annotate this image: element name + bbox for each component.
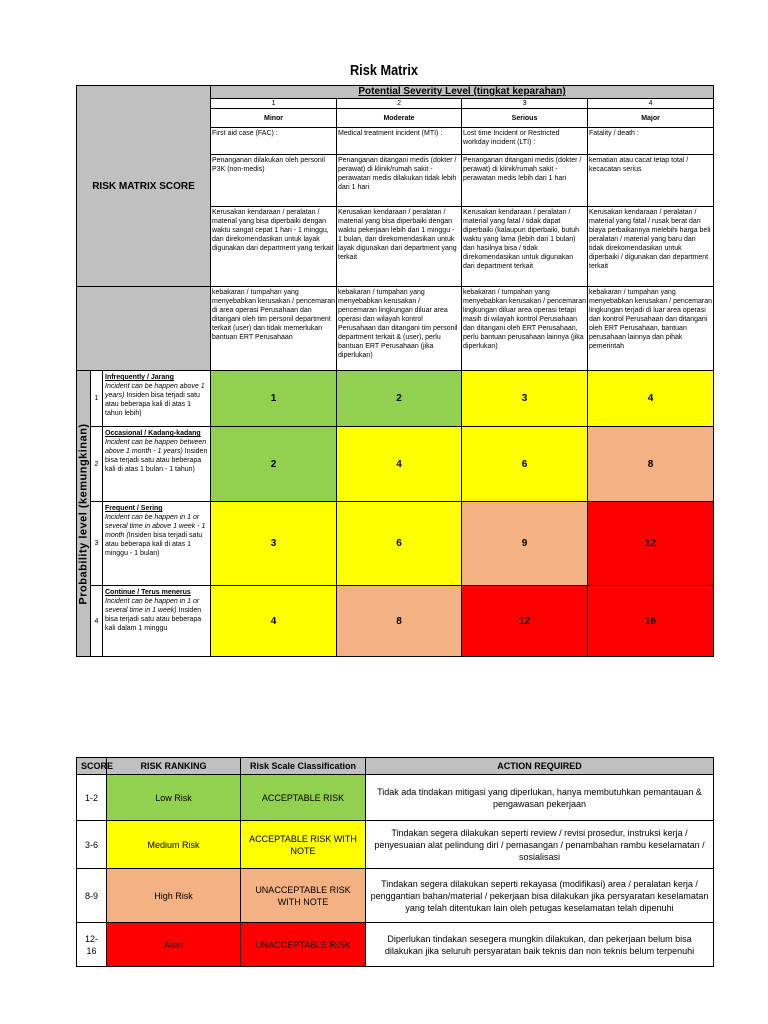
severity-desc: kebakaran / tumpahan yang menyebabkan kerusakan / pencemaran di area operasi Perusahaan dan ditangani oleh tim personil department terkait (user) dan tidak memerlukan bantuan ERT Perusahaan [211,287,337,371]
probability-desc-1: Infrequently / Jarang Incident can be happen above 1 years) Insiden bisa terjadi satu atau beberapa kali di atas 1 tahun lebih) [103,371,211,427]
legend-ranking: High Risk [107,869,241,923]
matrix-cell: 1 [211,371,337,427]
matrix-cell: 12 [462,586,588,657]
matrix-cell: 16 [588,586,714,657]
severity-header: Potential Severity Level (tingkat keparahan) [211,86,714,99]
severity-num-4: 4 [588,99,714,109]
legend-ranking: Low Risk [107,775,241,821]
severity-desc: kebakaran / tumpahan yang menyebabkan kerusakan / pencemaran lingkungan diluar area operasi dan wilayah kontrol Perusahaan dan ditangani tim personil department terkait & (user), perlu bantuan ERT Perusahaan (jika diperlukan) [337,287,462,371]
severity-desc: Kerusakan kendaraan / peralatan / material yang fatal / tidak dapat diperbaiki (kalaupun diperbaiki, butuh waktu yang lama (lebih dari 1 bulan) dan hasilnya bisa / tidak direkomendasikan untuk digunakan dari department terkait [462,207,588,287]
legend-header-action: ACTION REQUIRED [366,758,714,775]
severity-desc: Penanganan dilakukan oleh personil P3K (non-medis) [211,155,337,207]
probability-num-3: 3 [91,502,103,586]
legend-header-ranking: RISK RANKING [107,758,241,775]
severity-name-serious: Serious [462,109,588,128]
matrix-cell: 3 [462,371,588,427]
severity-desc: Penanganan ditangani medis (dokter / perawat) di klinik/rumah sakit - perawatan medis dilakukan tidak lebih dari 1 hari [337,155,462,207]
legend-classification: ACCEPTABLE RISK [241,775,366,821]
matrix-cell: 3 [211,502,337,586]
risk-legend-table [76,757,714,967]
severity-desc: kebakaran / tumpahan yang menyebabkan kerusakan / pencemaran lingkungan terjadi di luar area operasi dan kontrol Perusahaan dan ditangani oleh ERT Perusahaan, bantuan perusahaan lainnya dan pihak pemerintah [588,287,714,371]
severity-num-3: 3 [462,99,588,109]
severity-desc: Kerusakan kendaraan / peralatan / material yang bisa diperbaiki dengan waktu pekerjaan lebih dari 1 minggu - 1 bulan, dan direkomendasikan untuk layak digunakan dari department yang terkait [337,207,462,287]
matrix-cell: 2 [337,371,462,427]
severity-desc: First aid case (FAC) : [211,128,337,155]
probability-num-1: 1 [91,371,103,427]
risk-matrix-table [76,85,714,657]
legend-action: Diperlukan tindakan sesegera mungkin dilakukan, dan pekerjaan belum bisa dilakukan jika seluruh persyaratan baik teknis dan non teknis belum terpenuhi [366,923,714,967]
severity-desc: kematian atau cacat tetap total / kecacatan serius [588,155,714,207]
legend-classification: ACCEPTABLE RISK WITH NOTE [241,821,366,869]
probability-desc-4: Continue / Terus menerus Incident can be happen in 1 or several time in 1 week) Insiden bisa terjadi satu atau beberapa kali dalam 1 minggu [103,586,211,657]
legend-score: 3-6 [77,821,107,869]
matrix-cell: 2 [211,427,337,502]
matrix-cell: 8 [588,427,714,502]
probability-header [77,371,91,657]
severity-desc: kebakaran / tumpahan yang menyebabkan kerusakan / pencemaran lingkungan diluar area operasi tetapi masih di wilayah kontrol Perusahaan dan ditangani oleh ERT Perusahaan, perlu bantuan perusahaan lainnya (jika diperlukan) [462,287,588,371]
severity-desc: Fatality / death : [588,128,714,155]
legend-header-score: SCORE [77,758,107,775]
legend-classification: UNACCEPTABLE RISK [241,923,366,967]
legend-score: 12-16 [77,923,107,967]
legend-ranking: Medium Risk [107,821,241,869]
risk-matrix-score-label: RISK MATRIX SCORE [77,86,211,287]
score-header-filler [77,287,211,371]
matrix-cell: 4 [588,371,714,427]
legend-score: 1-2 [77,775,107,821]
probability-desc-3: Frequent / Sering Incident can be happen in 1 or several time in above 1 week - 1 month (Insiden bisa terjadi satu atau beberapa kali di atas 1 minggu - 1 bulan) [103,502,211,586]
severity-name-moderate: Moderate [337,109,462,128]
legend-action: Tindakan segera dilakukan seperti rekayasa (modifikasi) area / peralatan kerja / penggantian bahan/material / pekerjaan bisa dilakukan jika persyaratan keselamatan yang telah ditentukan lain oleh petugas keselamatan telah dipenuhi [366,869,714,923]
matrix-cell: 12 [588,502,714,586]
severity-name-major: Major [588,109,714,128]
legend-score: 8-9 [77,869,107,923]
severity-desc: Medical treatment incident (MTI) : [337,128,462,155]
legend-action: Tindakan segera dilakukan seperti review / revisi prosedur, instruksi kerja / penyesuaian alat pelindung diri / pemasangan / penambahan rambu keselamatan / sosialisasi [366,821,714,869]
severity-name-minor: Minor [211,109,337,128]
probability-desc-2: Occasional / Kadang-kadang Incident can be happen between above 1 month - 1 years) Insiden bisa terjadi satu atau beberapa kali di atas 1 bulan - 1 tahun) [103,427,211,502]
legend-ranking: Alert [107,923,241,967]
matrix-cell: 9 [462,502,588,586]
matrix-cell: 4 [337,427,462,502]
page-title: Risk Matrix [349,62,419,79]
matrix-cell: 8 [337,586,462,657]
matrix-cell: 6 [337,502,462,586]
severity-desc: Kerusakan kendaraan / peralatan / material yang bisa diperbaiki dengan waktu sangat cepat 1 hari - 1 minggu, dan direkomendasikan untuk layak digunakan dari department yang terkait [211,207,337,287]
legend-action: Tidak ada tindakan mitigasi yang diperlukan, hanya membutuhkan pemantauan & pengawasan pekerjaan [366,775,714,821]
legend-header-classification: Risk Scale Classification [241,758,366,775]
matrix-cell: 6 [462,427,588,502]
legend-classification: UNACCEPTABLE RISK WITH NOTE [241,869,366,923]
severity-desc: Kerusakan kendaraan / peralatan / material yang fatal / rusak berat dan biaya perbaikannya melebihi harga beli peralatan / material yang baru dan tidak direkomendasikan untuk diperbaiki / digunakan dari department terkait [588,207,714,287]
severity-desc: Lost time Incident or Restricted workday incident (LTI) : [462,128,588,155]
probability-num-2: 2 [91,427,103,502]
severity-num-1: 1 [211,99,337,109]
severity-num-2: 2 [337,99,462,109]
severity-desc: Penanganan ditangani medis (dokter / perawat) di klinik/rumah sakit - perawatan medis lebih dari 1 hari [462,155,588,207]
probability-num-4: 4 [91,586,103,657]
probability-header-label: Probability level (kemungkinan) [77,422,89,605]
matrix-cell: 4 [211,586,337,657]
